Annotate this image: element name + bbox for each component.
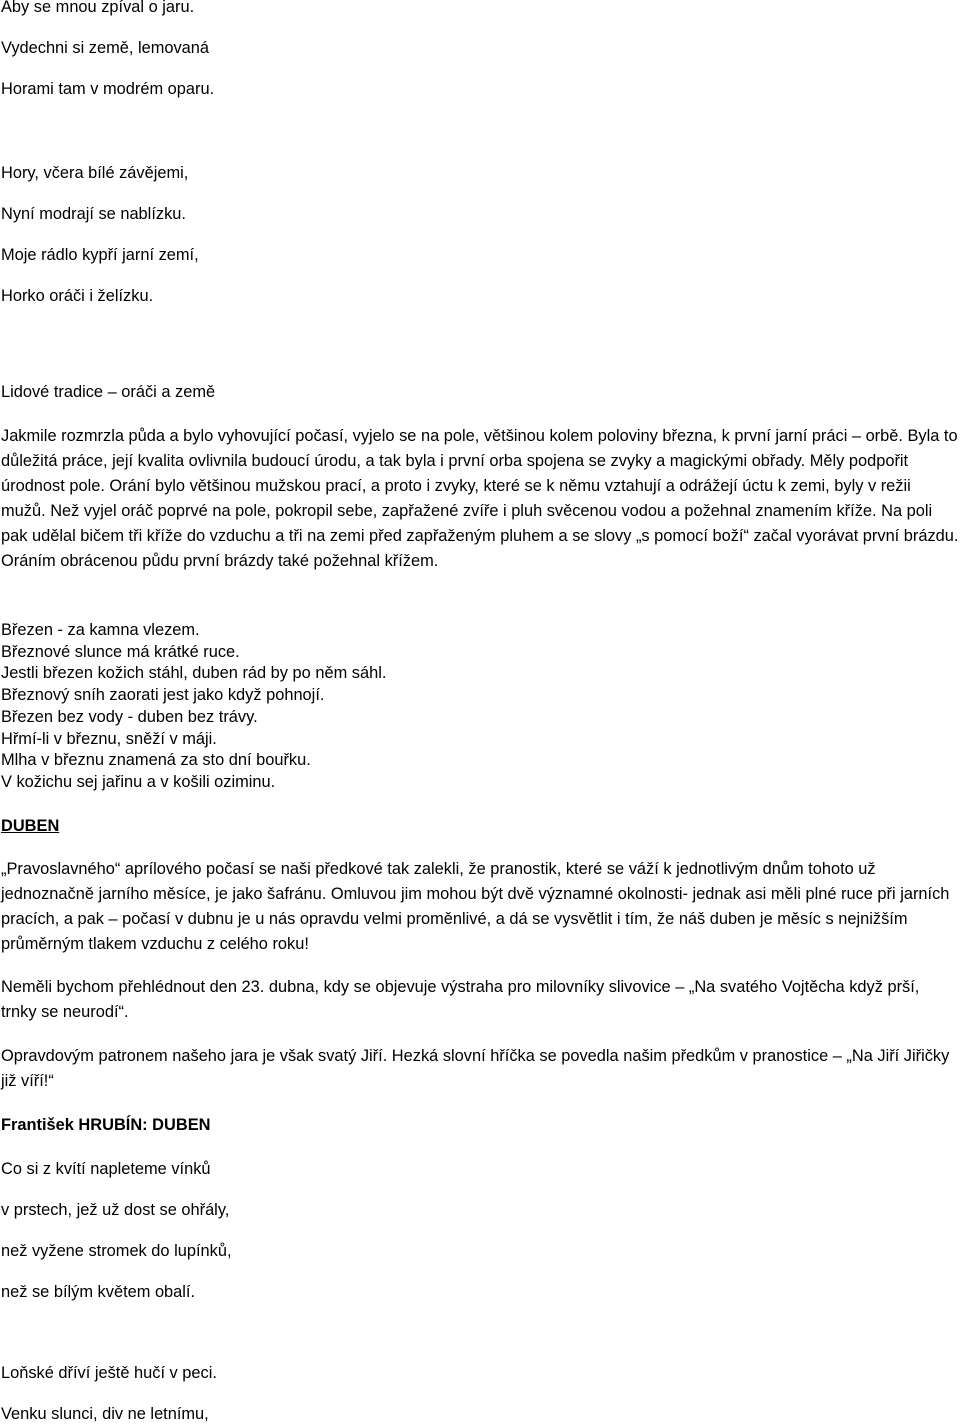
- saying-item: V kožichu sej jařinu a v košili oziminu.: [1, 772, 276, 791]
- saying-item: Březen bez vody - duben bez trávy.: [1, 707, 258, 726]
- saying-item: Mlha v březnu znamená za sto dní bouřku.: [1, 751, 311, 770]
- poem1-line-7: Horko oráči i želízku.: [1, 287, 154, 305]
- duben-paragraph-1: „Pravoslavného“ aprílového počasí se naši předkové tak zalekli, že pranostik, které se váží k jednotlivým dnům tohoto už jednoznačně jarního měsíce, je jako šafránu. Omluvou jim mohou být dvě významné okolnosti- jednak asi měli plné ruce při jarních pracích, a pak – počasí v dubnu je u nás opravdu velmi proměnlivé, a dá se vysvětlit i tím, že náš duben je měsíc s nejnižším průměrným tlakem vzduchu z celého roku!: [1, 860, 950, 953]
- duben-paragraph-2: Neměli bychom přehlédnout den 23. dubna, kdy se objevuje výstraha pro milovníky slivovice – „Na svatého Vojtěcha když prší, trnky se neurodí“.: [1, 978, 920, 1021]
- march-sayings-list: [1, 620, 959, 794]
- poem2-line-4: než se bílým květem obalí.: [1, 1283, 196, 1301]
- poem1-line-4: Hory, včera bílé závějemi,: [1, 164, 189, 182]
- saying-item: Březnové slunce má krátké ruce.: [1, 642, 240, 661]
- tradition-heading: Lidové tradice – oráči a země: [1, 383, 216, 401]
- poem2-line-5: Loňské dříví ještě hučí v peci.: [1, 1364, 217, 1382]
- poem2-line-3: než vyžene stromek do lupínků,: [1, 1242, 232, 1260]
- saying-item: Březnový sníh zaorati jest jako když pohnojí.: [1, 686, 325, 705]
- poem2-heading: František HRUBÍN: DUBEN: [1, 1116, 211, 1134]
- poem1-line-1: Aby se mnou zpíval o jaru.: [1, 0, 195, 16]
- saying-item: Březen - za kamna vlezem.: [1, 621, 200, 639]
- poem2-line-6: Venku slunci, div ne letnímu,: [1, 1405, 209, 1423]
- duben-heading: DUBEN: [1, 817, 60, 835]
- poem2-line-1: Co si z kvítí napleteme vínků: [1, 1160, 211, 1178]
- poem1-line-3: Horami tam v modrém oparu.: [1, 80, 215, 98]
- saying-item: Jestli březen kožich stáhl, duben rád by po něm sáhl.: [1, 664, 387, 683]
- poem1-line-5: Nyní modrají se nablízku.: [1, 205, 186, 223]
- poem2-line-2: v prstech, jež už dost se ohřály,: [1, 1201, 230, 1219]
- poem1-line-6: Moje rádlo kypří jarní zemí,: [1, 246, 199, 264]
- saying-item: Hřmí-li v březnu, sněží v máji.: [1, 729, 217, 748]
- duben-paragraph-3: Opravdovým patronem našeho jara je však svatý Jiří. Hezká slovní hříčka se povedla našim předkům v pranostice – „Na Jiří Jiřičky již víří!“: [1, 1047, 950, 1090]
- poem1-line-2: Vydechni si země, lemovaná: [1, 39, 210, 57]
- tradition-paragraph: Jakmile rozmrzla půda a bylo vyhovující počasí, vyjelo se na pole, většinou kolem poloviny března, k první jarní práci – orbě. Byla to důležitá práce, její kvalita ovlivnila budoucí úrodu, a tak byla i první orba spojena se zvyky a magickými obřady. Měly podpořit úrodnost pole. Orání bylo většinou mužskou prací, a proto i zvyky, které se k němu vztahují a odrážejí úctu k zemi, byly v režii mužů. Než vyjel oráč poprvé na pole, pokropil sebe, zapřažené zvíře i pluh svěcenou vodou a požehnal znamením kříže. Na poli pak udělal bičem tři kříže do vzduchu a tři na zemi před zapřaženým pluhem a se slovy „s pomocí boží“ začal vyorávat první brázdu. Oráním obrácenou půdu první brázdy také požehnal křížem.: [1, 427, 959, 570]
